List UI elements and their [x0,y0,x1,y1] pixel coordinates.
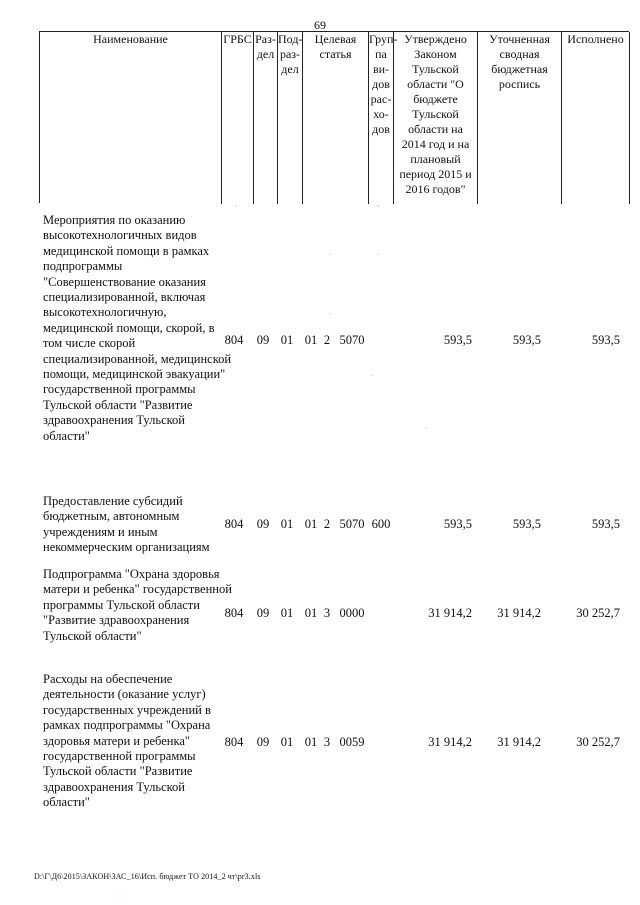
row-ispolneno: 593,5 [591,333,620,347]
row-ispolneno: 593,5 [591,517,620,531]
header-name: Наименование [40,32,222,204]
header-utochnennaya: Уточненная сводная бюджетная роспись [478,32,562,204]
row-razdel: 09 [256,735,270,749]
row-podrazdel: 01 [280,333,294,347]
header-utverzhdeno: Утверждено Законом Тульской области "О бюджете Тульской области на 2014 год и на плановый период 2015 и 2016 годов" [394,32,478,204]
row-cs2: 3 [323,735,331,749]
row-utochnennaya: 31 914,2 [497,735,541,749]
row-cs3: 0059 [339,735,365,749]
header-ispolneno: Исполнено [562,32,630,204]
row-razdel: 09 [256,606,270,620]
row-grbs: 804 [224,333,244,347]
row-name: Мероприятия по оказанию высокотехнологичных видов медицинской помощи в рамках подпрограммы "Совершенствование оказания специализированной, включая высокотехнологичную, медицинской помощи, скорой, в том числе скорой специализированной, медицинской помощи, медицинской эвакуации" государственной программы Тульской области "Развитие здравоохранения Тульской области" [43,213,232,443]
row-name: Расходы на обеспечение деятельности (оказание услуг) государственных учреждений в рамках подпрограммы "Охрана здоровья матери и ребенка" государственной программы Тульской области "Развитие здравоохранения Тульской области" [43,672,211,810]
row-razdel: 09 [256,517,270,531]
row-utverzhdeno: 31 914,2 [428,606,472,620]
row-cs1: 01 [304,735,318,749]
row-vid: 600 [371,517,391,531]
row-cs1: 01 [304,517,318,531]
row-cs3: 0000 [339,606,365,620]
row-ispolneno: 30 252,7 [576,606,620,620]
row-podrazdel: 01 [280,517,294,531]
row-podrazdel: 01 [280,735,294,749]
row-cs3: 5070 [339,333,365,347]
row-utochnennaya: 593,5 [512,333,541,347]
header-celevaya: Целевая статья [303,32,369,204]
row-ispolneno: 30 252,7 [576,735,620,749]
row-grbs: 804 [224,606,244,620]
header-podrazdel: Под- раз- дел [278,32,303,204]
row-utochnennaya: 593,5 [512,517,541,531]
file-path-footer: D:\Г\Д6\2015\ЗАКОН\ЗАС_16\Исп. бюджет ТО 2014_2 чт\pr3.xls [34,872,261,881]
row-utverzhdeno: 593,5 [443,517,472,531]
row-grbs: 804 [224,735,244,749]
row-utverzhdeno: 31 914,2 [428,735,472,749]
header-razdel: Раз- дел [254,32,278,204]
row-utverzhdeno: 593,5 [443,333,472,347]
row-name: Предоставление субсидий бюджетным, автономным учреждениям и иным некоммерческим организациям [43,494,210,555]
row-utochnennaya: 31 914,2 [497,606,541,620]
row-razdel: 09 [256,333,270,347]
row-podrazdel: 01 [280,606,294,620]
row-grbs: 804 [224,517,244,531]
row-cs2: 3 [323,606,331,620]
row-cs3: 5070 [339,517,365,531]
page-number: 69 [314,18,326,32]
header-gruppa: Груп- па ви- дов рас- хо- дов [369,32,394,204]
row-cs1: 01 [304,333,318,347]
row-cs2: 2 [323,517,331,531]
row-cs1: 01 [304,606,318,620]
header-grbs: ГРБС [222,32,254,204]
row-name: Подпрограмма "Охрана здоровья матери и ребенка" государственной программы Тульской области "Развитие здравоохранения Тульской области" [43,567,232,643]
row-cs2: 2 [323,333,331,347]
